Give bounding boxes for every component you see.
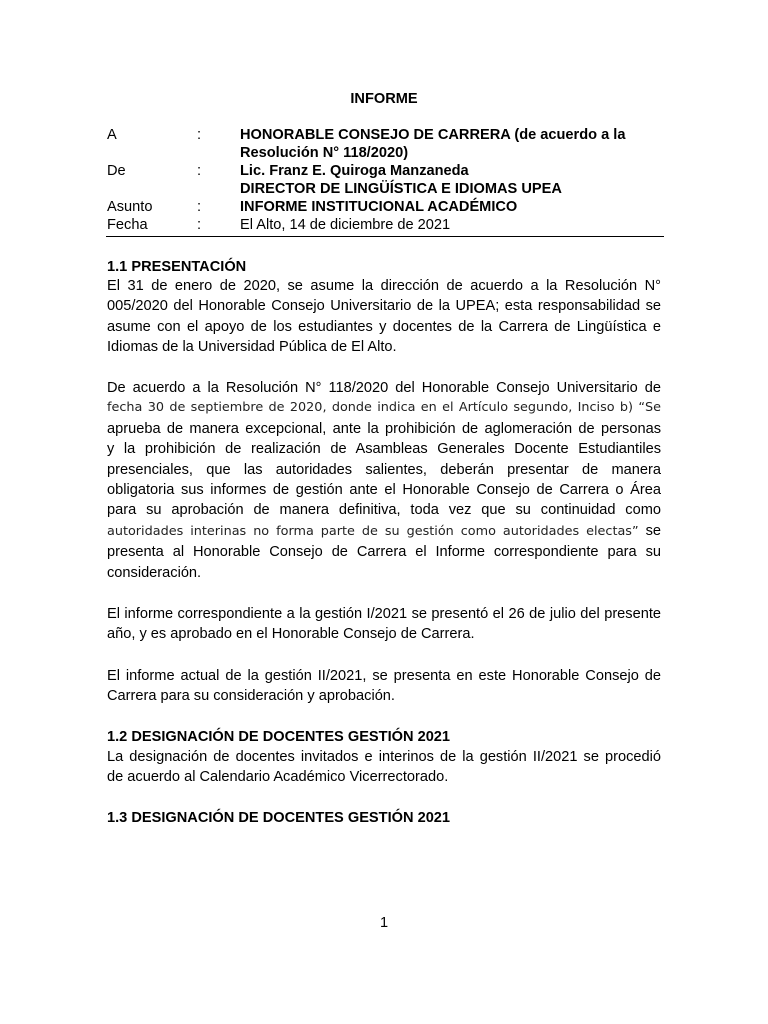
header-divider bbox=[106, 236, 664, 237]
paragraph bbox=[107, 378, 661, 583]
paragraph-line: De acuerdo a la Resolución N° 118/2020 del Honorable Consejo Universitario de bbox=[107, 380, 661, 396]
paragraph bbox=[107, 276, 661, 358]
paragraph bbox=[107, 604, 661, 645]
paragraph-line: asume con el apoyo de los estudiantes y docentes de la Carrera de Lingüística e bbox=[107, 318, 661, 335]
quoted-text: autoridades interinas no forma parte de su gestión como autoridades electas” bbox=[107, 523, 639, 539]
header-value bbox=[240, 126, 664, 162]
header-value-line: Resolución N° 118/2020) bbox=[240, 145, 409, 161]
header-value-line: DIRECTOR DE LINGÜÍSTICA E IDIOMAS UPEA bbox=[240, 181, 562, 197]
paragraph-line: fecha 30 de septiembre de 2020, donde indica en el Artículo segundo, Inciso b) “Se bbox=[107, 400, 661, 416]
section-title: 1.3 DESIGNACIÓN DE DOCENTES GESTIÓN 2021 bbox=[107, 810, 451, 826]
header-colon: : bbox=[197, 199, 202, 215]
paragraph-line: año, y es aprobado en el Honorable Consejo de Carrera. bbox=[107, 626, 475, 643]
header-colon: : bbox=[197, 163, 202, 179]
paragraph-line: para su aprobación de manera definitiva, toda vez que su continuidad como bbox=[107, 502, 661, 519]
header-value bbox=[240, 162, 664, 198]
paragraph-line: El informe correspondiente a la gestión I/2021 se presentó el 26 de julio del presente bbox=[107, 606, 661, 622]
paragraph-line: La designación de docentes invitados e interinos de la gestión II/2021 se procedió bbox=[107, 749, 661, 765]
paragraph-line: y la prohibición de realización de Asambleas Generales Docente Estudiantiles bbox=[107, 441, 661, 458]
header-value-line: Lic. Franz E. Quiroga Manzaneda bbox=[240, 163, 469, 179]
paragraph bbox=[107, 666, 661, 707]
paragraph-line: obligatoria sus informes de gestión ante el Honorable Consejo de Carrera o Área bbox=[107, 482, 661, 499]
header-value: El Alto, 14 de diciembre de 2021 bbox=[240, 217, 451, 233]
section-title: 1.2 DESIGNACIÓN DE DOCENTES GESTIÓN 2021 bbox=[107, 729, 451, 745]
paragraph-line: presenciales, que las autoridades salientes, deberán presentar de manera bbox=[107, 461, 661, 478]
header-value: INFORME INSTITUCIONAL ACADÉMICO bbox=[240, 199, 518, 215]
paragraph-line: El 31 de enero de 2020, se asume la dirección de acuerdo a la Resolución N° bbox=[107, 278, 661, 294]
paragraph-line: de acuerdo al Calendario Académico Vicerrectorado. bbox=[107, 769, 449, 786]
header-label: A bbox=[107, 127, 117, 143]
header-label: Fecha bbox=[107, 217, 148, 233]
header-label: De bbox=[107, 163, 126, 179]
section-title: 1.1 PRESENTACIÓN bbox=[107, 259, 247, 275]
paragraph-line: aprueba de manera excepcional, ante la prohibición de aglomeración de personas bbox=[107, 420, 661, 437]
document-title: INFORME bbox=[350, 91, 418, 107]
header-value-line: HONORABLE CONSEJO DE CARRERA (de acuerdo a la bbox=[240, 127, 626, 143]
header-colon: : bbox=[197, 127, 202, 143]
paragraph-line: 005/2020 del Honorable Consejo Universitario de la UPEA; esta responsabilidad se bbox=[107, 298, 661, 315]
header-label: Asunto bbox=[107, 199, 153, 215]
paragraph-word: se bbox=[645, 522, 661, 539]
paragraph-line: consideración. bbox=[107, 564, 202, 581]
paragraph-line: El informe actual de la gestión II/2021, se presenta en este Honorable Consejo de bbox=[107, 668, 661, 684]
paragraph-line: presenta al Honorable Consejo de Carrera el Informe correspondiente para su bbox=[107, 544, 661, 561]
paragraph-line: Carrera para su consideración y aprobación. bbox=[107, 688, 395, 705]
paragraph bbox=[107, 747, 661, 788]
header-colon: : bbox=[197, 217, 202, 233]
page-number: 1 bbox=[379, 915, 389, 931]
paragraph-line bbox=[107, 521, 661, 542]
paragraph-line: Idiomas de la Universidad Pública de El Alto. bbox=[107, 339, 397, 356]
